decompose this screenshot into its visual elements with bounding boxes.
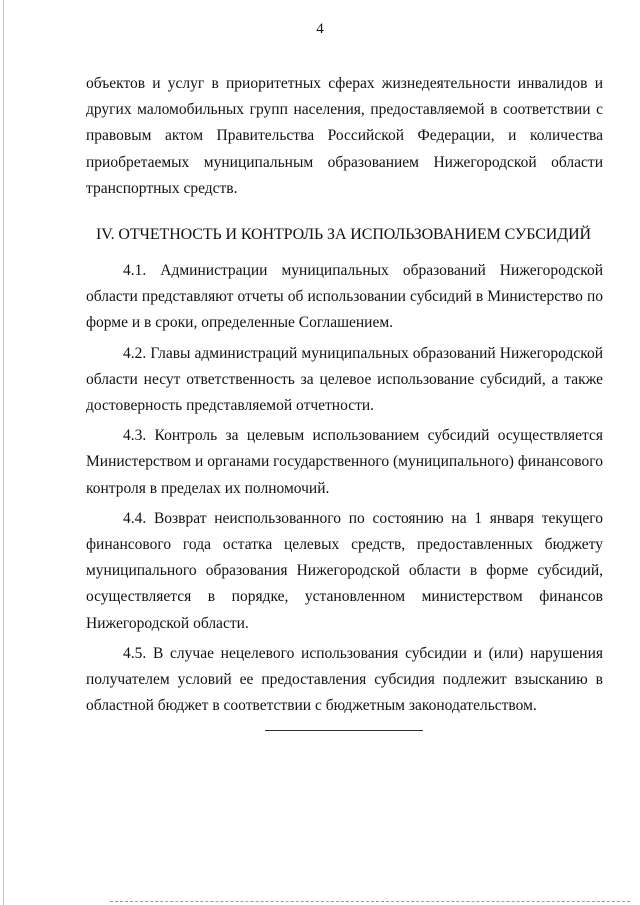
end-of-text-rule bbox=[265, 730, 423, 731]
paragraph-4-5: 4.5. В случае нецелевого использования субсидии и (или) нарушения получателем условий ее предоставления субсидия подлежит взысканию в областной бюджет в соответствии с бюджетным законодательством. bbox=[86, 644, 603, 715]
intro-paragraph: объектов и услуг в приоритетных сферах жизнедеятельности инвалидов и других маломобильных групп населения, предоставляемой в соответствии с правовым актом Правительства Российской Федерации, и количества приобретаемых муниципальным образованием Нижегородской области транспортных средств. bbox=[86, 75, 603, 197]
scan-bottom-edge bbox=[110, 901, 630, 902]
section-heading: IV. ОТЧЕТНОСТЬ И КОНТРОЛЬ ЗА ИСПОЛЬЗОВАНИЕМ СУБСИДИЙ bbox=[96, 226, 591, 244]
paragraph-4-2: 4.2. Главы администраций муниципальных образований Нижегородской области несут ответственность за целевое использование субсидий, а также достоверность представляемой отчетности. bbox=[86, 344, 603, 415]
page-number: 4 bbox=[316, 21, 324, 37]
page-body bbox=[86, 71, 603, 719]
paragraph-4-4: 4.4. Возврат неиспользованного по состоянию на 1 января текущего финансового года остатка целевых средств, предоставленных бюджету муниципального образования Нижегородской области в форме субсидий, осуществляется в порядке, установленном министерством финансов Нижегородской области. bbox=[86, 509, 603, 632]
paragraph-4-1: 4.1. Администрации муниципальных образований Нижегородской области представляют отчеты об использовании субсидий в Министерство по форме и в сроки, определенные Соглашением. bbox=[86, 262, 603, 332]
paragraph-4-3: 4.3. Контроль за целевым использованием субсидий осуществляется Министерством и органами государственного (муниципального) финансового контроля в пределах их полномочий. bbox=[86, 427, 603, 497]
scan-left-edge bbox=[3, 0, 4, 905]
